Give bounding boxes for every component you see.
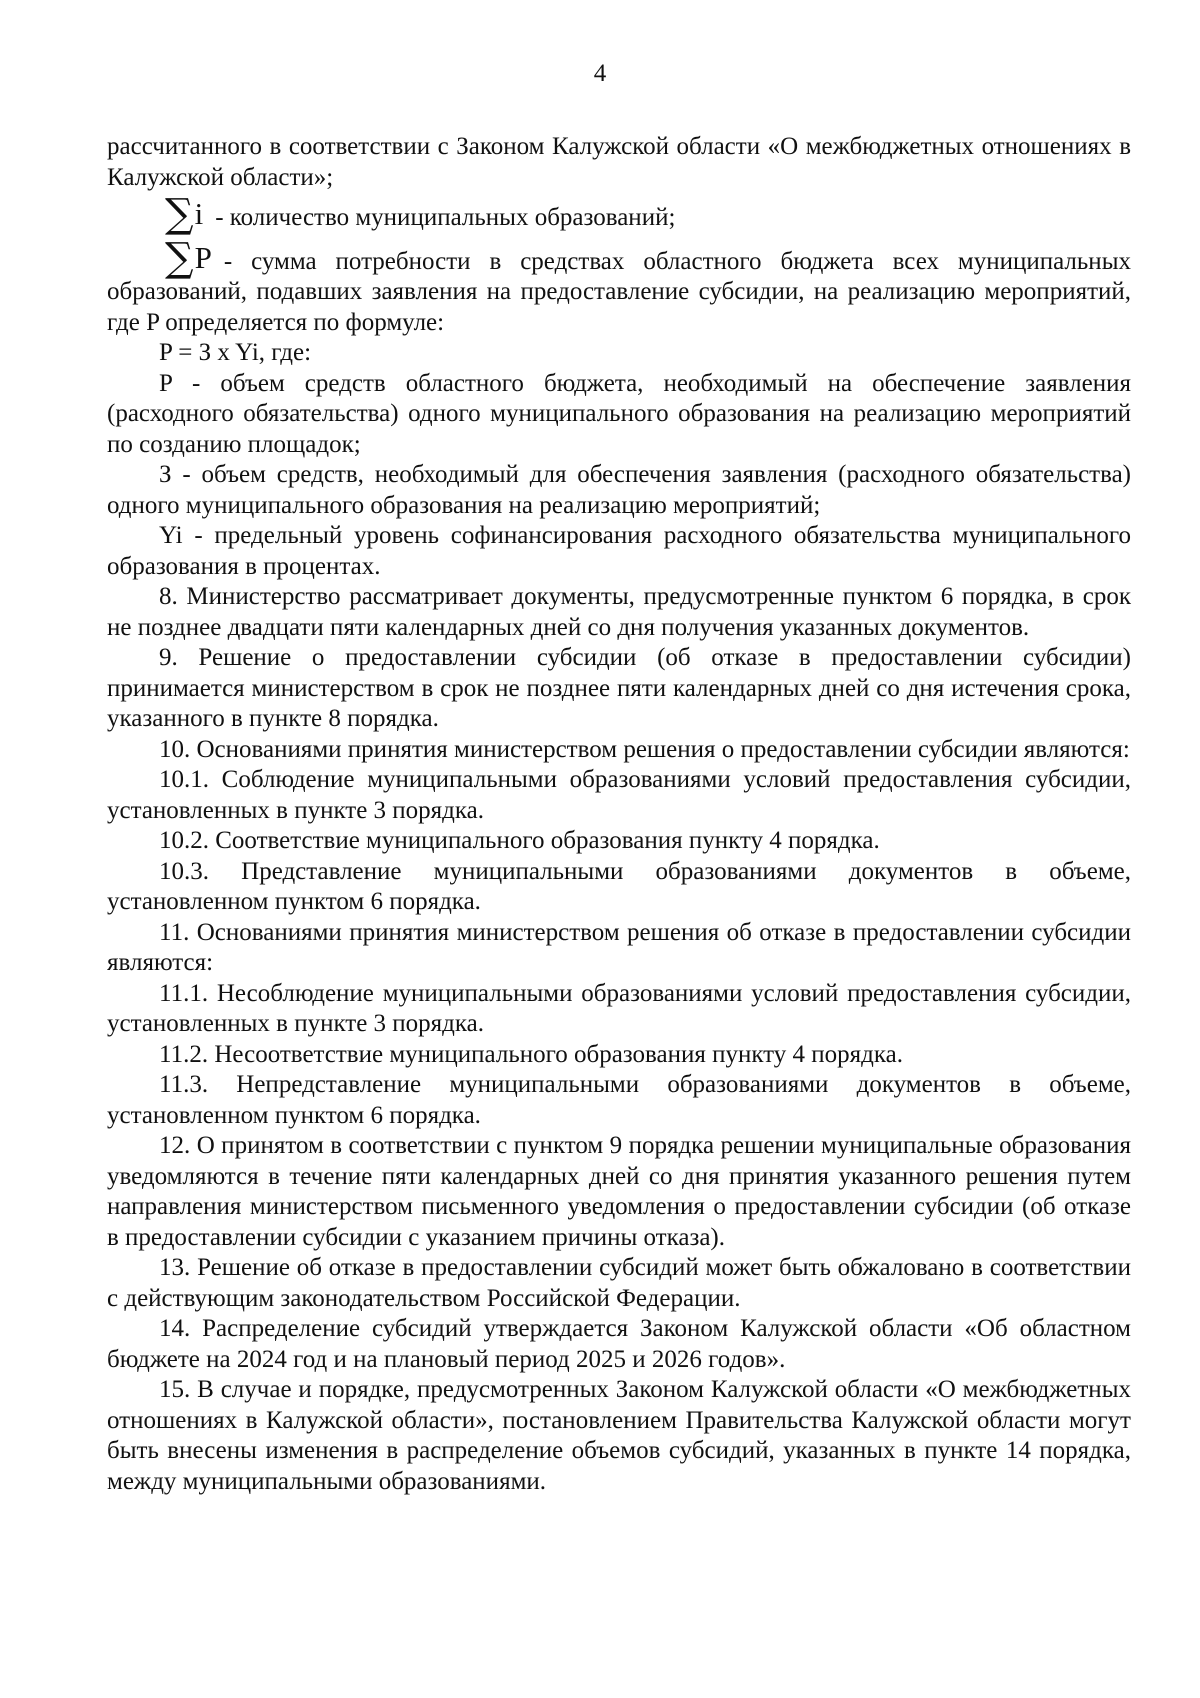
paragraph-15: 15. В случае и порядке, предусмотренных Законом Калужской области «О межбюджетных отношениях в Калужской области», постановлением Правительства Калужской области могут быть внесены изменения в распределение объемов субсидий, указанных в пункте 14 порядка, между муниципальными образованиями. — [107, 1376, 1131, 1495]
paragraph-10-1: 10.1. Соблюдение муниципальными образованиями условий предоставления субсидии, установленных в пункте 3 порядка. — [107, 766, 1131, 824]
sum-i-formula — [165, 191, 204, 237]
sum-i-definition — [107, 191, 1131, 237]
paragraph-14: 14. Распределение субсидий утверждается Законом Калужской области «Об областном бюджете на 2024 год и на плановый период 2025 и 2026 годов». — [107, 1315, 1131, 1373]
paragraph-10-3: 10.3. Представление муниципальными образованиями документов в объеме, установленном пунктом 6 порядка. — [107, 857, 1131, 915]
sum-i-subscript: i — [194, 196, 204, 231]
paragraph-10: 10. Основаниями принятия министерством решения о предоставлении субсидии являются: — [159, 735, 1130, 763]
sigma-symbol: ∑ — [165, 235, 194, 281]
sigma-symbol: ∑ — [165, 191, 194, 237]
z-definition: З - объем средств, необходимый для обеспечения заявления (расходного обязательства) одного муниципального образования на реализацию мероприятий; — [107, 461, 1131, 519]
paragraph-continuation: рассчитанного в соответствии с Законом Калужской области «О межбюджетных отношениях в Калужской области»; — [107, 133, 1131, 191]
sum-i-text: - количество муниципальных образований; — [215, 203, 676, 231]
paragraph-11: 11. Основаниями принятия министерством решения об отказе в предоставлении субсидии являются: — [107, 918, 1131, 976]
sum-p-subscript: P — [194, 240, 212, 275]
formula-line: P = З x Yi, где: — [159, 339, 312, 366]
p-definition: P - объем средств областного бюджета, необходимый на обеспечение заявления (расходного обязательства) одного муниципального образования на реализацию мероприятий по созданию площадок; — [107, 369, 1131, 458]
page-number: 4 — [593, 60, 607, 87]
paragraph-8: 8. Министерство рассматривает документы, предусмотренные пунктом 6 порядка, в срок не позднее двадцати пяти календарных дней со дня получения указанных документов. — [107, 583, 1131, 641]
sum-p-definition — [107, 235, 1131, 338]
yi-definition: Yi - предельный уровень софинансирования расходного обязательства муниципального образования в процентах. — [107, 522, 1131, 580]
paragraph-11-1: 11.1. Несоблюдение муниципальными образованиями условий предоставления субсидии, установленных в пункте 3 порядка. — [107, 979, 1131, 1037]
sum-p-text-first: - сумма потребности в средствах областного бюджета всех муниципальных — [223, 247, 1131, 275]
paragraph-10-2: 10.2. Соответствие муниципального образования пункту 4 порядка. — [159, 827, 880, 854]
sum-p-formula — [165, 235, 212, 281]
paragraph-11-2: 11.2. Несоответствие муниципального образования пункту 4 порядка. — [159, 1040, 903, 1068]
paragraph-9: 9. Решение о предоставлении субсидии (об отказе в предоставлении субсидии) принимается министерством в срок не позднее пяти календарных дней со дня истечения срока, указанного в пункте 8 порядка. — [107, 644, 1131, 732]
sum-p-text-rest: образований, подавших заявления на предоставление субсидии, на реализацию мероприятий, где P определяется по формуле: — [107, 278, 1131, 336]
paragraph-13: 13. Решение об отказе в предоставлении субсидий может быть обжаловано в соответствии с действующим законодательством Российской Федерации. — [107, 1254, 1131, 1312]
document-body — [107, 132, 1131, 1497]
paragraph-12: 12. О принятом в соответствии с пунктом 9 порядка решении муниципальные образования уведомляются в течение пяти календарных дней со дня принятия указанного решения путем направления министерством письменного уведомления о предоставлении субсидии (об отказе в предоставлении субсидии с указанием причины отказа). — [107, 1132, 1131, 1251]
paragraph-11-3: 11.3. Непредставление муниципальными образованиями документов в объеме, установленном пунктом 6 порядка. — [107, 1071, 1131, 1129]
sum-p-head — [107, 235, 1131, 281]
